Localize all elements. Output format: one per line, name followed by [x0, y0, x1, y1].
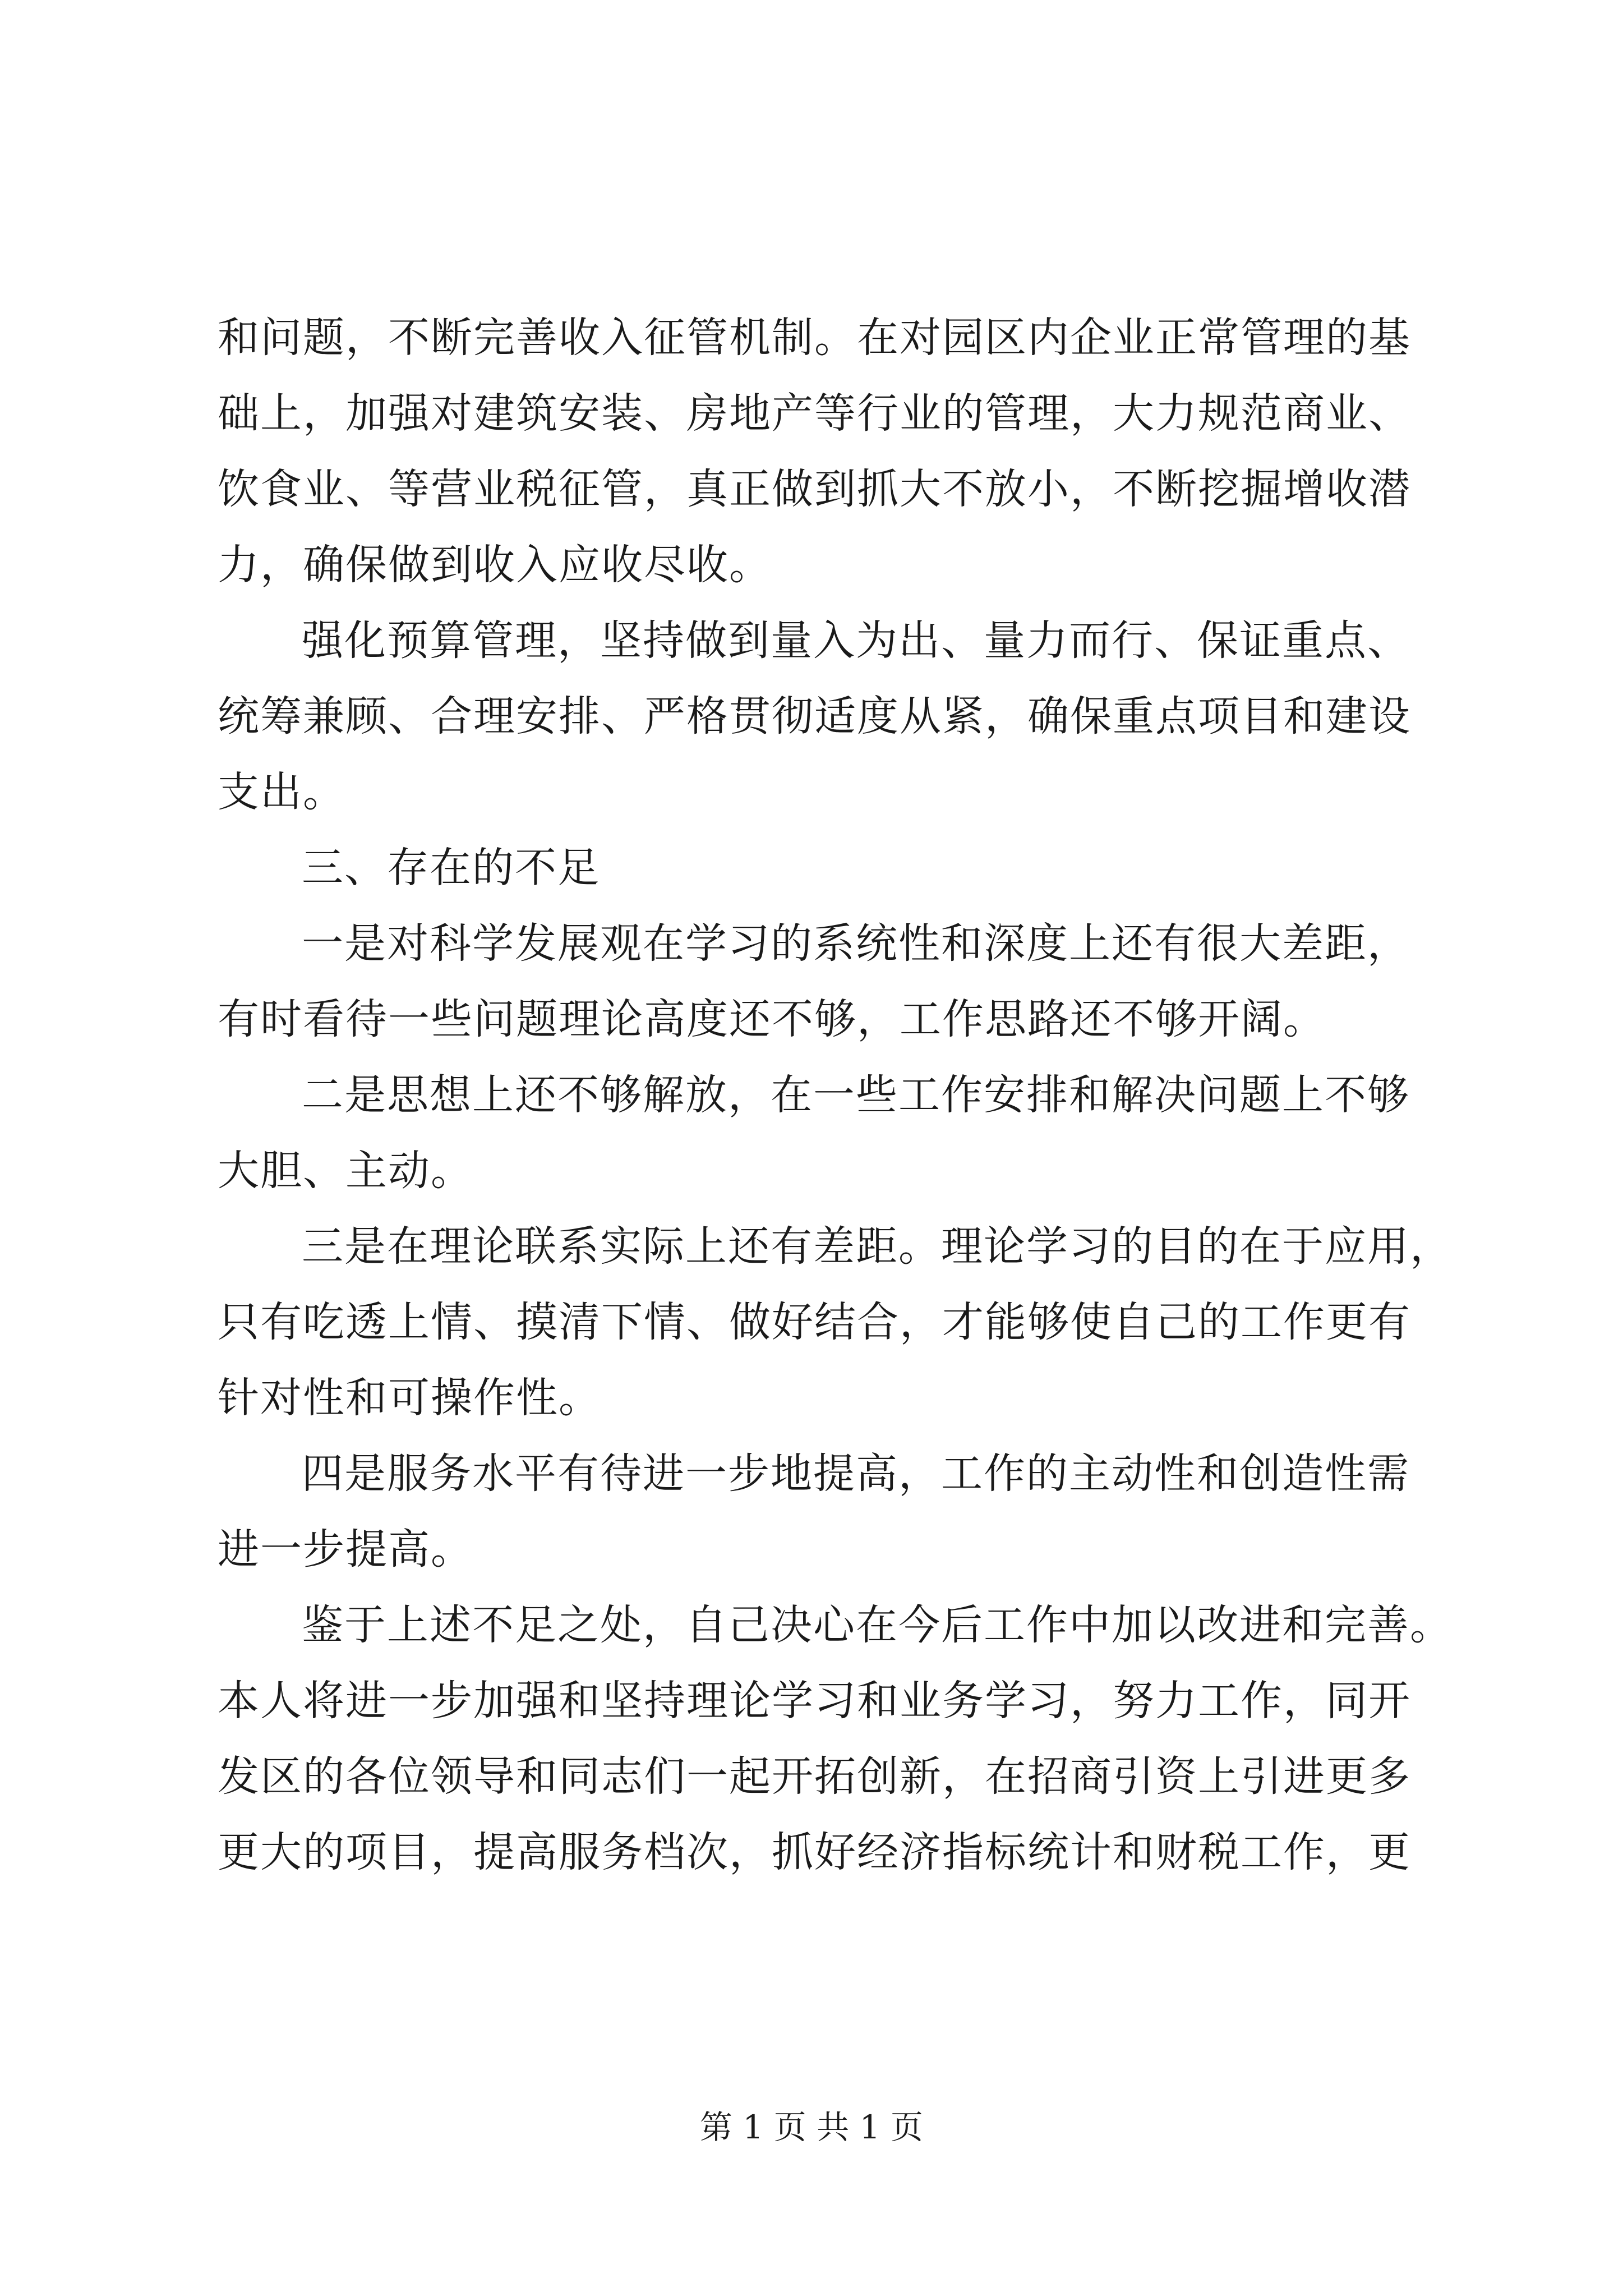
text-line: 三是在理论联系实际上还有差距。理论学习的目的在于应用，: [302, 1222, 1453, 1271]
text-line: 有时看待一些问题理论高度还不够，工作思路还不够开阔。: [218, 995, 1326, 1043]
text-line: 强化预算管理，坚持做到量入为出、量力而行、保证重点、: [302, 616, 1410, 665]
text-line: 三、存在的不足: [302, 844, 600, 892]
text-line: 力，确保做到收入应收尽收。: [218, 541, 772, 589]
text-line: 鉴于上述不足之处，自己决心在今后工作中加以改进和完善。: [302, 1601, 1453, 1649]
text-line: 四是服务水平有待进一步地提高，工作的主动性和创造性需: [302, 1450, 1410, 1498]
text-line: 饮食业、等营业税征管，真正做到抓大不放小，不断挖掘增收潜: [218, 465, 1411, 513]
text-line: 二是思想上还不够解放，在一些工作安排和解决问题上不够: [302, 1071, 1410, 1119]
text-line: 本人将进一步加强和坚持理论学习和业务学习，努力工作，同开: [218, 1677, 1411, 1725]
text-line: 和问题，不断完善收入征管机制。在对园区内企业正常管理的基: [218, 314, 1411, 362]
text-line: 进一步提高。: [218, 1525, 473, 1573]
text-line: 只有吃透上情、摸清下情、做好结合，才能够使自己的工作更有: [218, 1298, 1411, 1346]
page-footer: 第 1 页 共 1 页: [700, 2108, 923, 2146]
text-line: 一是对科学发展观在学习的系统性和深度上还有很大差距，: [302, 919, 1410, 968]
text-line: 础上，加强对建筑安装、房地产等行业的管理，大力规范商业、: [218, 389, 1411, 438]
document-body: [218, 300, 1453, 1890]
text-line: 发区的各位领导和同志们一起开拓创新，在招商引资上引进更多: [218, 1752, 1411, 1801]
text-line: 支出。: [218, 768, 345, 816]
text-line: 大胆、主动。: [218, 1147, 473, 1195]
text-line: 更大的项目，提高服务档次，抓好经济指标统计和财税工作，更: [218, 1828, 1411, 1876]
text-line: 针对性和可操作性。: [218, 1374, 601, 1422]
text-line: 统筹兼顾、合理安排、严格贯彻适度从紧，确保重点项目和建设: [218, 692, 1411, 740]
